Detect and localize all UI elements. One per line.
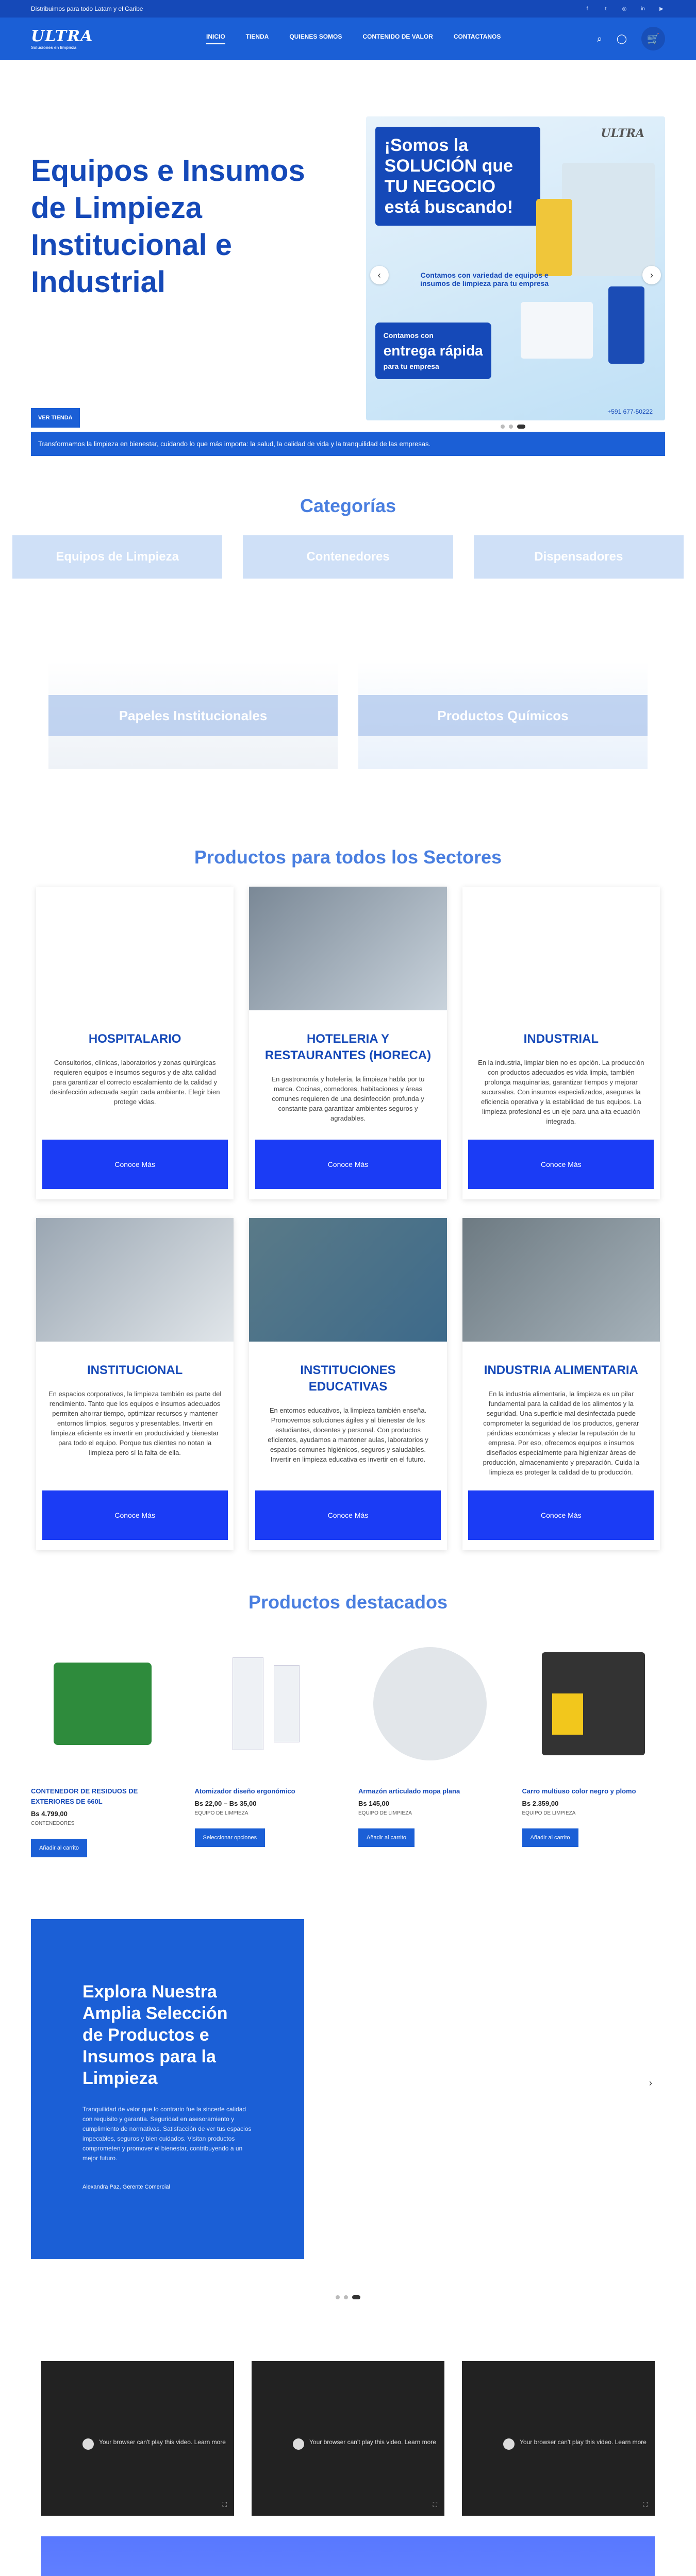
slide-cta: Contamos con entrega rápida para tu empresa [375,323,491,379]
categories-row-2 [0,661,696,769]
promo-dots[interactable] [0,2295,696,2299]
fullscreen-icon[interactable]: ⛶ [433,2501,437,2508]
top-bar [0,0,696,18]
sector-card: HOTELERIA Y RESTAURANTES (HORECA) En gastronomía y hotelería, la limpieza habla por tu marca. Cocinas, comedores, habitaciones y áreas comunes requieren de una desinfección profunda y constante para garantizar ambientes seguros y agradables. Conoce Más [249,887,446,1199]
video-player[interactable]: Your browser can't play this video. Learn more ⛶ [252,2361,444,2516]
logo[interactable]: ULTRA Soluciones en limpieza [31,27,93,50]
twitter-icon[interactable]: t [605,6,607,12]
product-card: Carro multiuso color negro y plomo Bs 2.359,00 EQUIPO DE LIMPIEZA Añadir al carrito [522,1632,666,1857]
category-equipos[interactable]: Equipos de Limpieza [12,535,222,579]
facebook-icon[interactable]: f [586,6,588,12]
sector-card: INSTITUCIONAL En espacios corporativos, la limpieza también es parte del rendimiento. Tanto que los equipos e insumos adecuados permiten ahorrar tiempo, optimizar recursos y mantener entornos limpios, seguros y presentables. Invertir en limpieza eficiente es invertir en productividad y bienestar para todo el equipo. Porque tus clientes no notan la limpieza pero sí la falta de ella. Conoce Más [36,1218,234,1550]
instagram-icon[interactable]: ◎ [622,6,627,12]
promo-box [31,1919,304,2259]
category-dispensadores[interactable]: Dispensadores [474,535,684,579]
hero-title: Equipos e Insumos de Limpieza Institucional e Industrial [31,154,305,299]
search-icon[interactable]: ⌕ [596,33,602,44]
video-player[interactable]: Your browser can't play this video. Learn more ⛶ [41,2361,234,2516]
slide-phone: +591 677-50222 [607,408,653,415]
sector-card: HOSPITALARIO Consultorios, clínicas, laboratorios y zonas quirúrgicas requieren equipos e insumos seguros y de alta calidad para garantizar el correcto escalamiento de la calidad y desinfección adecuada según cada ambiente. Elegir bien protege vidas. Conoce Más [36,887,234,1199]
conoce-mas-button[interactable]: Conoce Más [468,1140,654,1189]
hero-strip: Transformamos la limpieza en bienestar, cuidando lo que más importa: la salud, la calidad de vida y la tranquilidad de las empresas. [31,432,665,456]
slide-brand: ULTRA [601,127,644,140]
slide-headline: ¡Somos la SOLUCIÓN que TU NEGOCIO está buscando! [375,127,540,226]
categories-row [0,535,696,579]
subscribe-title [41,2536,655,2576]
conoce-mas-button[interactable]: Conoce Más [42,1140,228,1189]
promo-signature: Alexandra Paz, Gerente Comercial [82,2184,170,2190]
youtube-icon[interactable]: ▶ [659,6,664,12]
sectors-title: Productos para todos los Sectores [194,846,502,868]
product-image[interactable] [31,1632,174,1776]
user-icon[interactable]: ◯ [616,33,627,44]
conoce-mas-button[interactable]: Conoce Más [255,1140,441,1189]
select-options-button[interactable]: Seleccionar opciones [195,1828,266,1847]
category-contenedores[interactable]: Contenedores [243,535,453,579]
conoce-mas-button[interactable]: Conoce Más [255,1490,441,1540]
fullscreen-icon[interactable]: ⛶ [643,2501,648,2508]
hero [0,60,696,431]
sector-card: INSTITUCIONES EDUCATIVAS En entornos educativos, la limpieza también enseña. Promovemos soluciones ágiles y al bienestar de los estudiantes, docentes y personal. Con productos eficientes, ayudamos a mantener aulas, laboratorios y espacios comunes higiénicos, seguros y saludables. Invertir en limpieza educativa es invertir en el futuro. Conoce Más [249,1218,446,1550]
topbar-text: Distribuimos para todo Latam y el Caribe [31,5,143,12]
product-image[interactable] [522,1632,666,1776]
conoce-mas-button[interactable]: Conoce Más [468,1490,654,1540]
videos-row [0,2361,696,2516]
slider-next-arrow[interactable]: › [642,266,661,284]
subscribe-section [41,2536,655,2576]
sector-card: INDUSTRIAL En la industria, limpiar bien no es opción. La producción con productos adecuados es vida limpia, también prolonga maquinarias, garantizar tiempos y mejorar sucursales. Con insumos especializados, aseguras la eficiencia operativa y la estabilidad de tus equipos. La limpieza profesional es un eje para una alta ecuación integrada. Conoce Más [462,887,660,1199]
main-nav [0,18,696,60]
linkedin-icon[interactable]: in [641,6,645,12]
categories-title: Categorías [300,495,396,516]
sectors-grid [0,887,696,1550]
promo-title: Explora Nuestra Amplia Selección de Productos e Insumos para la Limpieza [82,1982,228,2088]
add-to-cart-button[interactable]: Añadir al carrito [522,1828,578,1847]
product-card: Armazón articulado mopa plana Bs 145,00 EQUIPO DE LIMPIEZA Añadir al carrito [358,1632,502,1857]
featured-title: Productos destacados [248,1591,448,1613]
category-papeles[interactable]: Papeles Institucionales [48,661,338,769]
product-card: Atomizador diseño ergonómico Bs 22,00 – Bs 35,00 EQUIPO DE LIMPIEZA Seleccionar opciones [195,1632,338,1857]
cart-icon[interactable]: 🛒 [641,27,665,50]
conoce-mas-button[interactable]: Conoce Más [42,1490,228,1540]
product-image[interactable] [195,1632,338,1776]
fullscreen-icon[interactable]: ⛶ [222,2501,227,2508]
add-to-cart-button[interactable]: Añadir al carrito [31,1839,87,1857]
promo-carousel [320,1919,665,2259]
product-card: CONTENEDOR DE RESIDUOS DE EXTERIORES DE 660L Bs 4.799,00 CONTENEDORES Añadir al carrito [31,1632,174,1857]
nav-contactanos[interactable]: CONTACTANOS [453,33,501,40]
ver-tienda-button[interactable]: VER TIENDA [31,408,80,428]
slide-sub: Contamos con variedad de equipos e insumos de limpieza para tu empresa [420,271,549,287]
video-player[interactable]: Your browser can't play this video. Learn more ⛶ [462,2361,655,2516]
sector-card: INDUSTRIA ALIMENTARIA En la industria alimentaria, la limpieza es un pilar fundamental para la calidad de los alimentos y la seguridad. Una superficie mal desinfectada puede comprometer la seguridad de los productos, generar pérdidas económicas y afectar la reputación de tu empresa. Por eso, ofrecemos equipos e insumos diseñados especialmente para higienizar áreas de producción, almacenamiento y preparación. Cuida la limpieza es proteger la calidad de tu producción. Conoce Más [462,1218,660,1550]
add-to-cart-button[interactable]: Añadir al carrito [358,1828,415,1847]
nav-contenido[interactable]: CONTENIDO DE VALOR [362,33,433,40]
promo-section [31,1919,665,2259]
slider-prev-arrow[interactable]: ‹ [370,266,389,284]
featured-products [0,1632,696,1857]
hero-slider[interactable] [366,116,665,420]
promo-text: Tranquilidad de valor que lo contrario fue la sincerte calidad con requisito y garantía. Seguridad en asesoramiento y cumplimiento de normativas. Satisfacción de ver tus espacios impecables, seguros y bien cuidados. Visitan productos comprometen y promover el bienestar, contribuyendo a un mejor futuro. [82,2106,252,2162]
nav-quienes-somos[interactable]: QUIENES SOMOS [289,33,342,40]
nav-inicio[interactable]: INICIO [206,33,225,44]
category-quimicos[interactable]: Productos Químicos [358,661,648,769]
nav-tienda[interactable]: TIENDA [245,33,269,40]
product-image[interactable] [358,1632,502,1776]
chevron-right-icon[interactable]: › [649,2077,652,2088]
